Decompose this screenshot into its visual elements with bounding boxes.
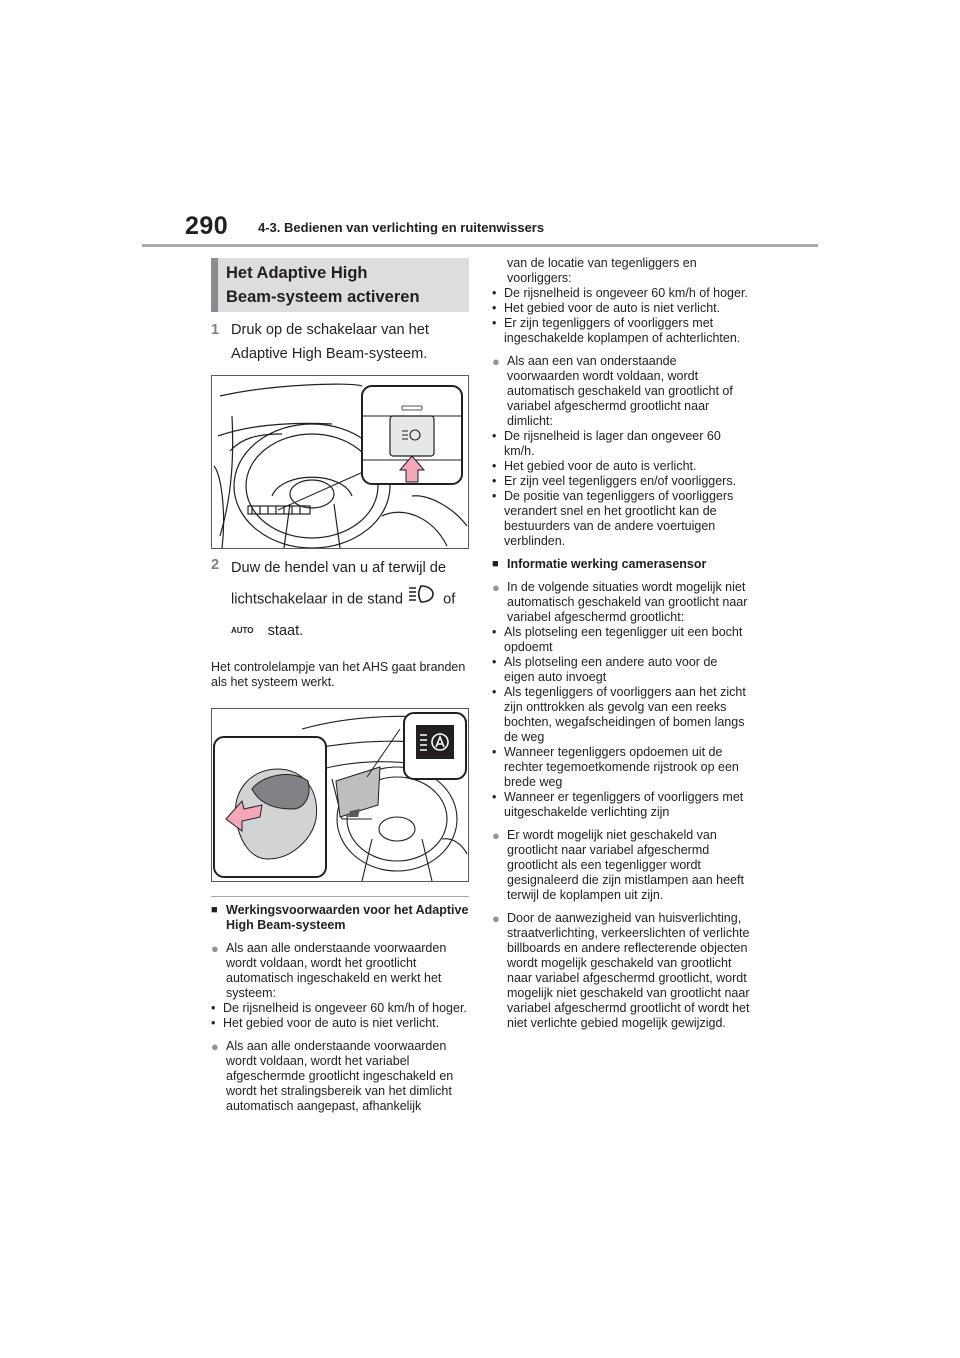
dash-item: • De positie van tegenliggers of voorliggers verandert snel en het grootlicht kan de bestuurders van de andere voertuigen verblinden. bbox=[492, 489, 734, 548]
round-bullet-icon: ● bbox=[211, 1039, 219, 1055]
dashboard-illustration bbox=[212, 376, 468, 548]
note-heading: ■ Werkingsvoorwaarden voor het Adaptive High Beam-systeem bbox=[211, 903, 469, 933]
bullet-item: ● Door de aanwezigheid van huisverlichting, straatverlichting, verkeerslichten of verlichte billboards en andere reflecterende objecten wordt mogelijk geschakeld van grootlicht naar variabel afgeschermd grootlicht, wordt mogelijk niet geschakeld van grootlicht naar variabel afgeschermd grootlicht of wordt het niet verlichte gebied mogelijk gewijzigd. bbox=[492, 911, 750, 1030]
dash-item: • Het gebied voor de auto is verlicht. bbox=[492, 459, 697, 473]
dash-item: • De rijsnelheid is ongeveer 60 km/h of hoger. bbox=[211, 1001, 467, 1016]
step-text-before: Duw de hendel van u af terwijl de lichtschakelaar in de stand bbox=[231, 560, 446, 608]
auto-icon: AUTO bbox=[231, 626, 254, 636]
dash-item: • Wanneer tegenliggers opdoemen uit de rechter tegemoetkomende rijstrook op een brede weg bbox=[492, 745, 739, 789]
bullet-item: ● Als aan een van onderstaande voorwaarden wordt voldaan, wordt automatisch geschakeld van grootlicht of variabel afgeschermd grootlicht naar dimlicht: bbox=[492, 354, 733, 428]
left-column bbox=[211, 258, 469, 1114]
right-column bbox=[492, 256, 750, 1031]
right-notes bbox=[492, 256, 750, 1031]
notes-divider bbox=[211, 896, 469, 897]
step-2 bbox=[211, 553, 469, 646]
dash-item: • Als plotseling een andere auto voor de eigen auto invoegt bbox=[492, 655, 718, 684]
step-text: Druk op de schakelaar van het Adaptive High Beam-systeem. bbox=[231, 322, 429, 362]
dash-item: • Er zijn tegenliggers of voorliggers met ingeschakelde koplampen of achterlichten. bbox=[492, 316, 741, 345]
round-bullet-icon: ● bbox=[492, 828, 500, 843]
headlight-icon bbox=[407, 583, 439, 616]
bullet-item: ● Als aan alle onderstaande voorwaarden wordt voldaan, wordt het grootlicht automatisch ingeschakeld en werkt het systeem: bbox=[211, 941, 447, 1001]
page-number: 290 bbox=[185, 212, 229, 240]
dash-item: • Het gebied voor de auto is niet verlicht. bbox=[211, 1016, 440, 1031]
dash-item: • Het gebied voor de auto is niet verlicht. bbox=[492, 301, 721, 315]
header-rule bbox=[142, 244, 818, 247]
left-notes bbox=[211, 903, 469, 1114]
figure-ahs-switch bbox=[211, 375, 469, 549]
note-heading: ■ Informatie werking camerasensor bbox=[492, 557, 707, 571]
step-text bbox=[231, 553, 469, 646]
step-1 bbox=[211, 318, 469, 366]
figure-lever bbox=[211, 708, 469, 882]
running-head: 4-3. Bedienen van verlichting en ruitenwissers bbox=[258, 220, 545, 235]
round-bullet-icon: ● bbox=[492, 911, 500, 926]
indicator-note: Het controlelampje van het AHS gaat branden als het systeem werkt. bbox=[211, 660, 466, 690]
square-bullet-icon: ■ bbox=[211, 904, 218, 917]
bullet-item: ● Er wordt mogelijk niet geschakeld van grootlicht naar variabel afgeschermd grootlicht als een tegenligger wordt gesignaleerd die zijn mistlampen aan heeft terwijl de koplampen uit zijn. bbox=[492, 828, 744, 902]
section-title-line1: Het Adaptive High bbox=[226, 264, 368, 282]
dash-item: • De rijsnelheid is lager dan ongeveer 60 km/h. bbox=[492, 429, 721, 458]
dash-item: • Wanneer er tegenliggers of voorliggers met uitgeschakelde verlichting zijn bbox=[492, 790, 744, 819]
square-bullet-icon: ■ bbox=[492, 558, 499, 570]
dash-item: • Als tegenliggers of voorliggers aan het zicht zijn onttrokken als gevolg van een reeks bochten, wegafscheidingen of bomen langs de weg bbox=[492, 685, 746, 744]
step-text-of: of bbox=[443, 591, 456, 608]
bullet-item: ● In de volgende situaties wordt mogelijk niet automatisch geschakeld van grootlicht naar variabel afgeschermd grootlicht: bbox=[492, 580, 748, 624]
section-title-line2: Beam-systeem activeren bbox=[226, 288, 420, 306]
step-number: 1 bbox=[211, 322, 220, 338]
step-number: 2 bbox=[211, 557, 220, 573]
step-text-after: staat. bbox=[267, 623, 304, 639]
dash-item: • De rijsnelheid is ongeveer 60 km/h of hoger. bbox=[492, 286, 748, 300]
round-bullet-icon: ● bbox=[492, 580, 500, 595]
round-bullet-icon: ● bbox=[211, 941, 219, 957]
continued-text: van de locatie van tegenliggers en voorliggers: bbox=[507, 256, 697, 285]
bullet-item: ● Als aan alle onderstaande voorwaarden wordt voldaan, wordt het variabel afgeschermde grootlicht ingeschakeld en wordt het stralingsbereik van het dimlicht automatisch aangepast, afhankelijk bbox=[211, 1039, 454, 1114]
section-title-box bbox=[211, 258, 469, 312]
dash-item: • Als plotseling een tegenligger uit een bocht opdoemt bbox=[492, 625, 743, 654]
round-bullet-icon: ● bbox=[492, 354, 500, 369]
dash-item: • Er zijn veel tegenliggers en/of voorliggers. bbox=[492, 474, 737, 488]
lever-illustration bbox=[212, 709, 468, 881]
